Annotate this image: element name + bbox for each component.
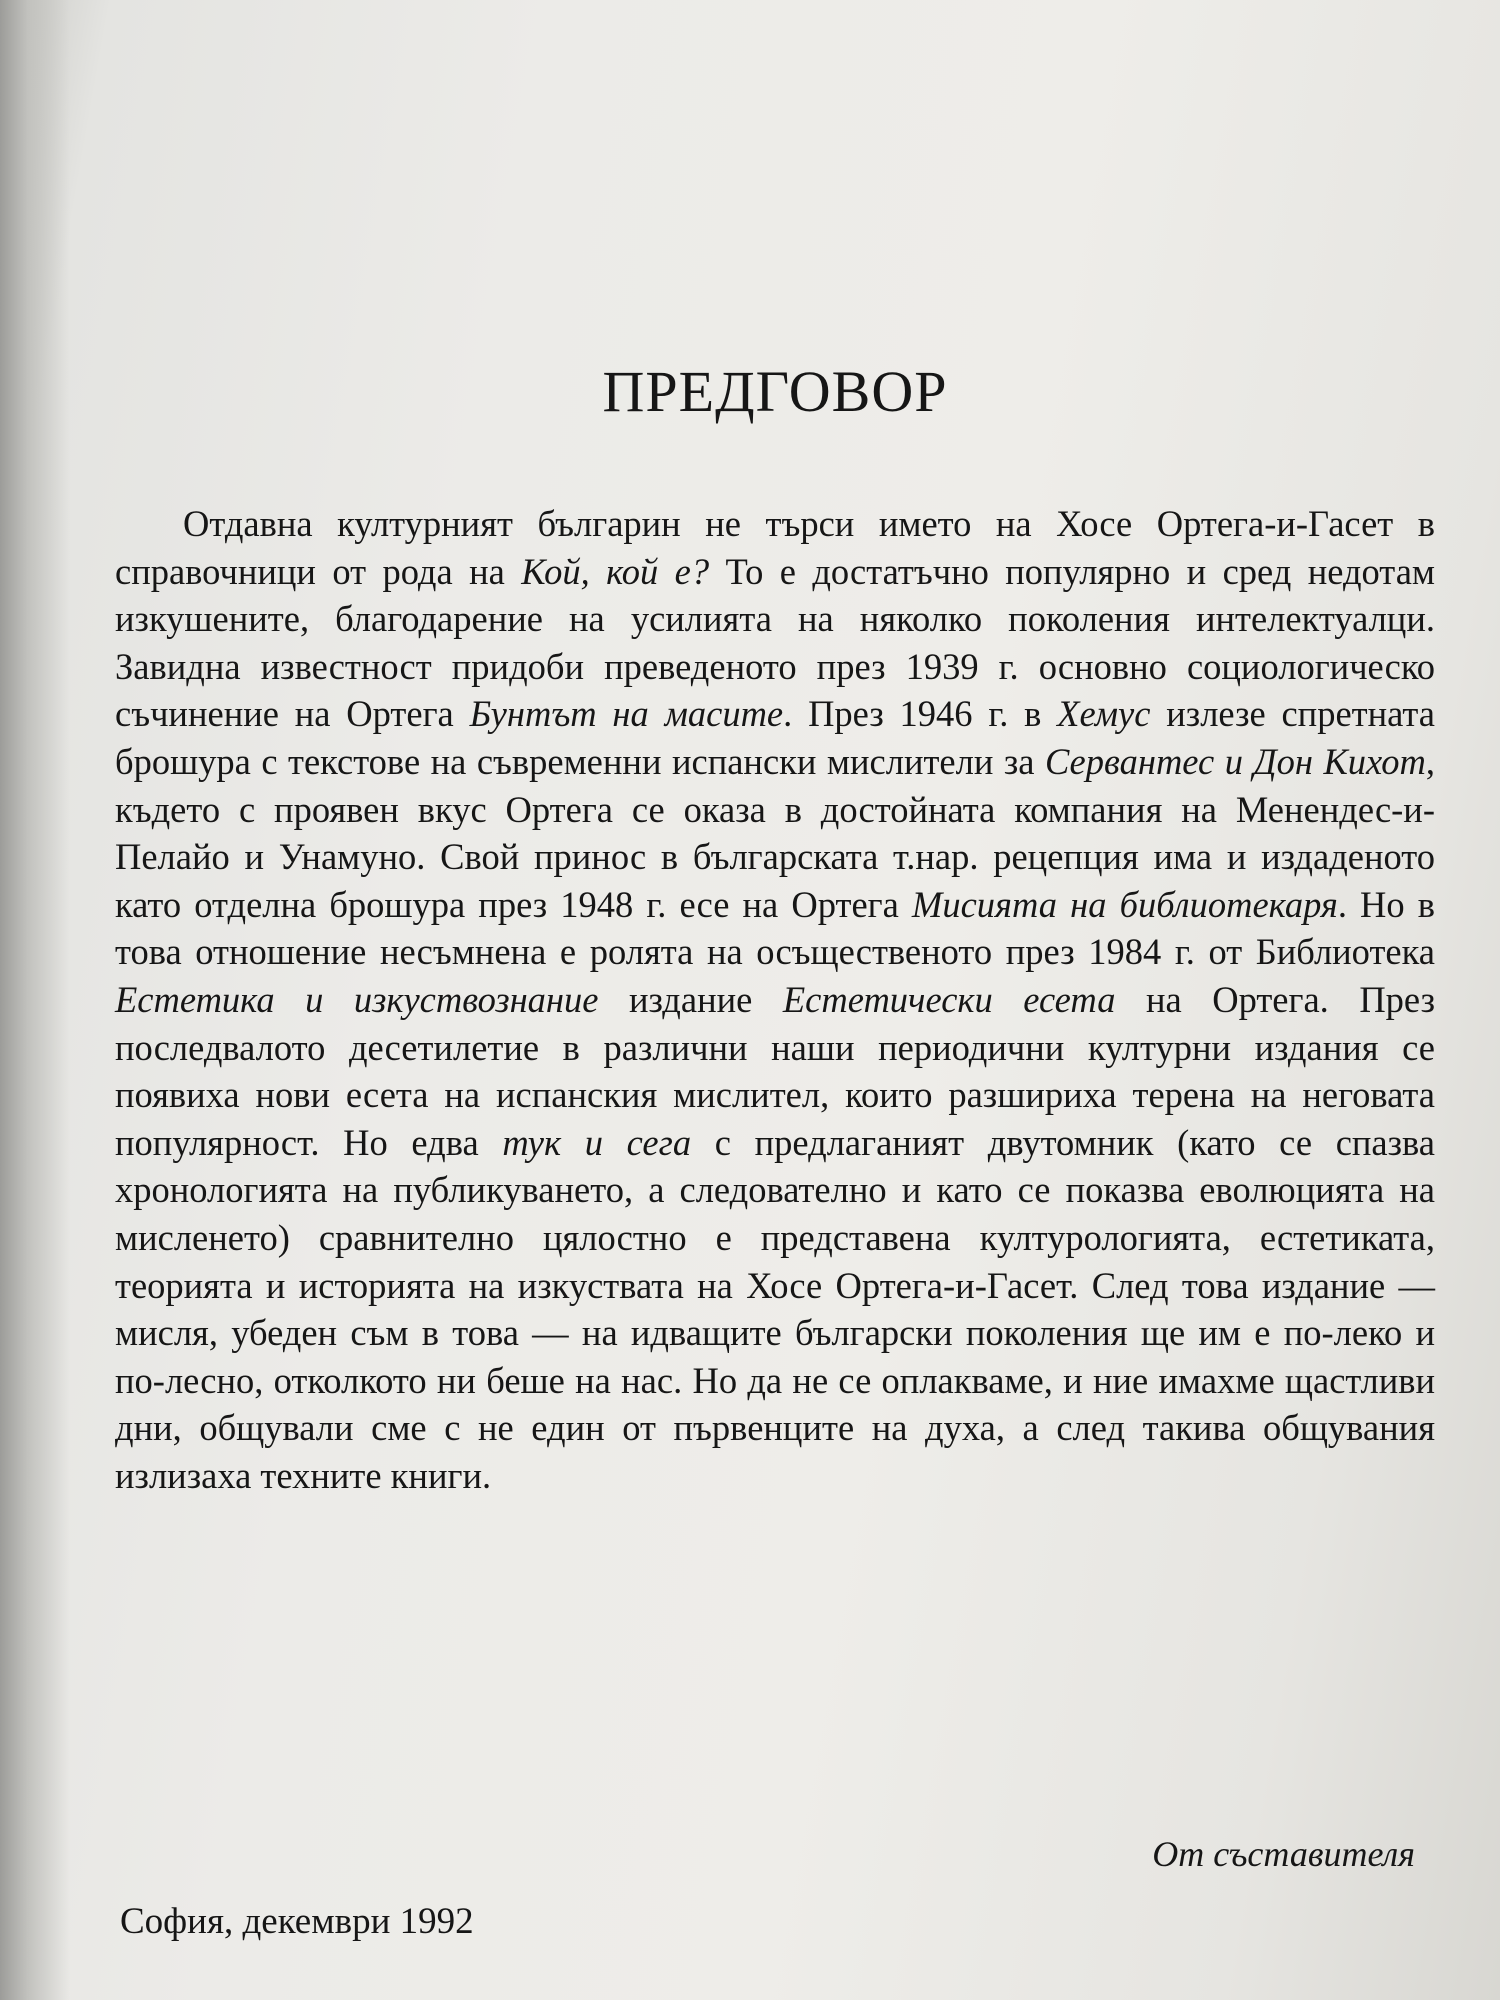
text-run: . Но в това отношение несъмнена е ролята на осъщественото през 1984 г. от Библиотека xyxy=(115,883,1435,973)
page-content xyxy=(115,0,1435,2000)
italic-title-run: Естетически есета xyxy=(782,978,1116,1020)
page-title: ПРЕДГОВОР xyxy=(602,359,948,424)
text-run: . През 1946 г. в xyxy=(783,693,1058,735)
italic-title-run: Естетика и изкуствознание xyxy=(115,978,599,1020)
text-run: , където с проявен вкус Ортега се оказа в достойната компания на Менендес-и-Пелайо и Унамуно. Свой принос в българската т.нар. рецепция има и издаденото като отделна брошура през 1948 г. есе на Ортега xyxy=(115,740,1435,925)
text-run: Отдавна културният българин не търси името на Хосе Ортега-и-Гасет в справочници от рода на xyxy=(115,503,1435,592)
text-run: на Ортега. През последвалото десетилетие в различни наши периодични културни издания се появиха нови есета на испанския мислител, които разшириха терена на неговата популярност. Но едва xyxy=(115,978,1435,1163)
text-run: То е достатъчно популярно и сред недотам изкушените, благодарение на усилията на няколко поколения интелектуалци. Завидна известност придоби преведеното през 1939 г. основно социологическо съчинение на Ортега xyxy=(115,550,1436,735)
text-run: с предлаганият двутомник (като се спазва хронологията на публикуването, а следователно и като се показва еволюцията на мисленето) сравнително цялостно е представена културологията, естетиката, теорията и историята на изкуствата на Хосе Ортега-и-Гасет. След това издание — мисля, убеден съм в това — на идващите български поколения ще им е по-леко и по-лесно, отколкото ни беше на нас. Но да не се оплакваме, и ние имахме щастливи дни, общували сме с не един от първенците на духа, а след такива общувания излизаха техните книги. xyxy=(115,1121,1436,1496)
text-run: излезе спретната брошура с текстове на съвременни испански мислители за xyxy=(115,693,1436,782)
preface-paragraph xyxy=(115,500,1435,1499)
book-gutter-shadow xyxy=(0,0,70,2000)
italic-title-run: Мисията на библиотекаря xyxy=(911,883,1338,925)
place-date: София, декември 1992 xyxy=(120,1901,474,1942)
text-run: издание xyxy=(598,978,783,1020)
italic-title-run: Сервантес и Дон Кихот xyxy=(1044,740,1426,782)
signature: От съставителя xyxy=(1152,1834,1415,1874)
italic-title-run: Кой, кой е? xyxy=(521,550,710,592)
italic-title-run: тук и сега xyxy=(502,1121,692,1163)
italic-title-run: Хемус xyxy=(1057,693,1151,735)
italic-title-run: Бунтът на масите xyxy=(469,693,784,735)
